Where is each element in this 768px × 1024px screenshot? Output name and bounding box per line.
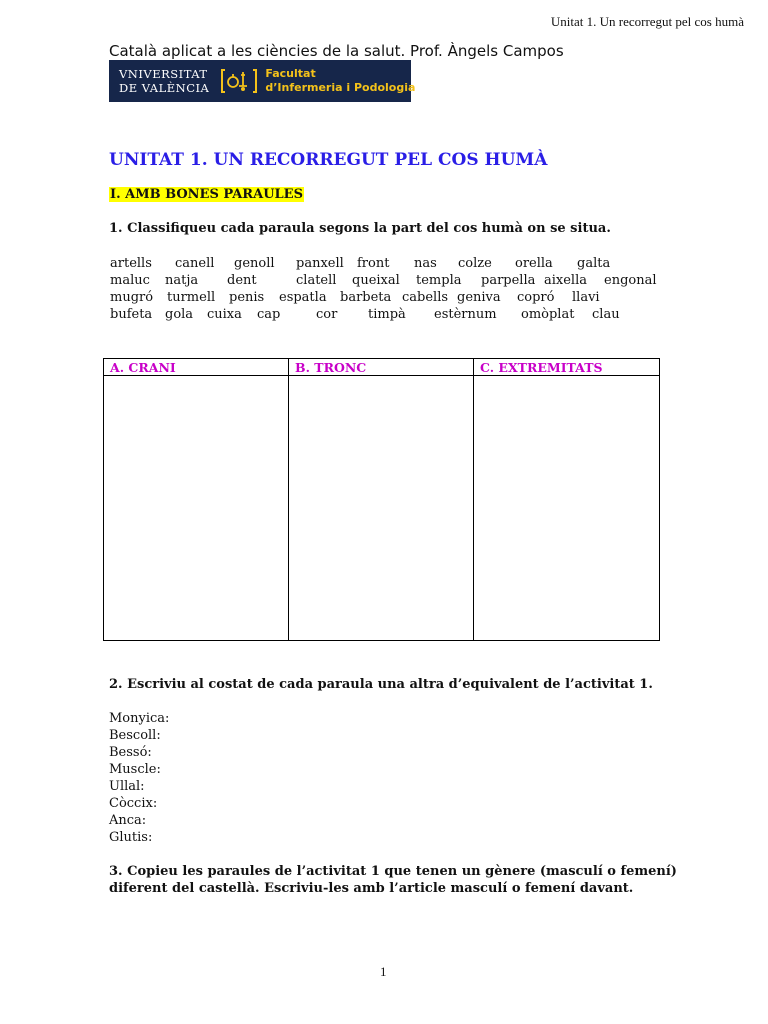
university-logo [109,60,416,102]
body-part-word: copró [517,290,555,305]
faculty-name [265,67,415,95]
body-part-word: panxell [296,256,344,271]
body-part-word: clau [592,307,620,322]
equivalent-item: Monyica: [109,711,170,726]
table-body-row [104,376,660,641]
body-part-word: dent [227,273,257,288]
body-part-word: cuixa [207,307,242,322]
equivalent-item: Anca: [109,813,147,828]
equivalent-item: Bescoll: [109,728,161,743]
question-1: 1. Classifiqueu cada paraula segons la part del cos humà on se situa. [109,221,611,236]
column-header-extremitats: C. EXTREMITATS [474,359,660,376]
body-part-word: turmell [167,290,216,305]
equivalent-item: Ullal: [109,779,145,794]
body-part-word: nas [414,256,437,271]
question-3-line2: diferent del castellà. Escriviu-les amb l’article masculí o femení davant. [109,881,634,896]
body-part-word: engonal [604,273,657,288]
body-part-word: omòplat [521,307,575,322]
classification-table [103,358,660,641]
body-part-word: clatell [296,273,337,288]
body-part-word: cabells [402,290,449,305]
faculty-emblem-icon [219,67,259,95]
section-heading: I. AMB BONES PARAULES [110,187,303,202]
body-part-word: artells [110,256,152,271]
body-part-word: orella [515,256,553,271]
body-part-word: queixal [352,273,400,288]
body-part-word: timpà [368,307,406,322]
body-part-word: geniva [457,290,501,305]
body-part-word: colze [458,256,492,271]
body-part-word: templa [416,273,462,288]
university-name [119,67,209,95]
body-part-word: cap [257,307,281,322]
table-header-row [104,359,660,376]
body-part-word: penis [229,290,265,305]
body-part-word: espatla [279,290,327,305]
answer-cell-extremitats[interactable] [474,376,660,641]
body-part-word: canell [175,256,215,271]
faculty-name-line2: d’Infermeria i Podologia [265,81,416,94]
body-part-word: aixella [544,273,587,288]
faculty-name-line1: Facultat [265,67,316,80]
university-name-line2: DE VALÈNCIA [119,81,210,95]
body-part-word: cor [316,307,338,322]
body-part-word: llavi [572,290,600,305]
question-3-line1: 3. Copieu les paraules de l’activitat 1 que tenen un gènere (masculí o femení) [109,864,677,879]
answer-cell-crani[interactable] [104,376,289,641]
page-number: 1 [380,964,387,979]
answer-cell-tronc[interactable] [289,376,474,641]
body-part-word: barbeta [340,290,392,305]
body-part-word: bufeta [110,307,153,322]
running-header: Unitat 1. Un recorregut pel cos humà [550,14,744,29]
body-part-word: galta [577,256,611,271]
university-name-line1: VNIVERSITAT [119,67,208,81]
body-part-word: gola [165,307,194,322]
body-part-word: natja [165,273,199,288]
equivalent-item: Còccix: [109,796,158,811]
body-part-word: maluc [110,273,150,288]
body-part-word: estèrnum [434,307,497,322]
equivalent-item: Muscle: [109,762,161,777]
body-part-word: front [357,256,390,271]
unit-title: UNITAT 1. UN RECORREGUT PEL COS HUMÀ [109,150,548,170]
body-part-word: mugró [110,290,154,305]
column-header-crani: A. CRANI [104,359,289,376]
question-2: 2. Escriviu al costat de cada paraula una altra d’equivalent de l’activitat 1. [109,677,653,692]
equivalent-item: Glutis: [109,830,153,845]
body-part-word: genoll [234,256,275,271]
equivalent-item: Bessó: [109,745,152,760]
course-line: Català aplicat a les ciències de la salut. Prof. Àngels Campos [109,42,564,60]
body-part-word: parpella [481,273,536,288]
column-header-tronc: B. TRONC [289,359,474,376]
